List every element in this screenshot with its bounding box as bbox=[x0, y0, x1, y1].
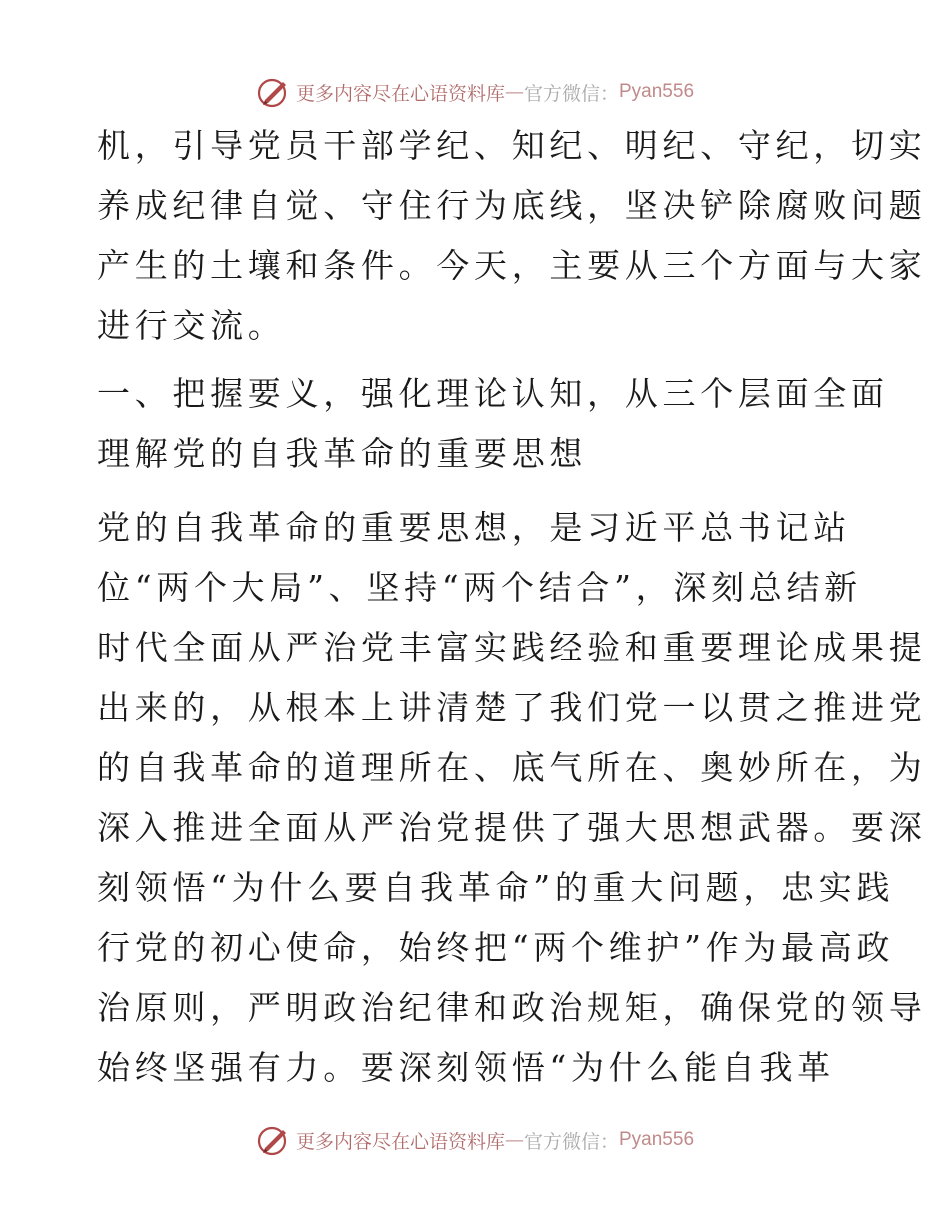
section-heading-line: 一、把握要义，强化理论认知，从三个层面全面 bbox=[97, 374, 889, 413]
body-line: 刻领悟“为什么要自我革命”的重大问题，忠实践 bbox=[97, 868, 895, 907]
watermark-wechat-label: 官方微信： bbox=[523, 1130, 619, 1153]
pen-logo-icon bbox=[256, 76, 292, 108]
watermark-wechat-label: 官方微信： bbox=[523, 82, 619, 105]
body-line: 深入推进全面从严治党提供了强大思想武器。要深 bbox=[97, 808, 927, 847]
footer-watermark bbox=[0, 1120, 950, 1160]
body-line: 党的自我革命的重要思想，是习近平总书记站 bbox=[97, 508, 851, 547]
body-line: 机，引导党员干部学纪、知纪、明纪、守纪，切实 bbox=[97, 126, 927, 165]
body-line: 行党的初心使命，始终把“两个维护”作为最高政 bbox=[97, 928, 895, 967]
watermark-separator: — bbox=[504, 81, 524, 103]
watermark-separator: — bbox=[504, 1129, 524, 1151]
body-line: 出来的，从根本上讲清楚了我们党一以贯之推进党 bbox=[97, 688, 927, 727]
body-line: 治原则，严明政治纪律和政治规矩，确保党的领导 bbox=[97, 988, 927, 1027]
body-line: 进行交流。 bbox=[97, 306, 286, 345]
body-line: 位“两个大局”、坚持“两个结合”，深刻总结新 bbox=[97, 568, 862, 607]
section-heading-line: 理解党的自我革命的重要思想 bbox=[97, 434, 588, 473]
watermark-site-text: 更多内容尽在心语资料库 bbox=[295, 82, 505, 105]
body-line: 始终坚强有力。要深刻领悟“为什么能自我革 bbox=[97, 1048, 835, 1087]
pen-logo-icon bbox=[256, 1124, 292, 1156]
body-line: 的自我革命的道理所在、底气所在、奥妙所在，为 bbox=[97, 748, 927, 787]
body-line: 产生的土壤和条件。今天，主要从三个方面与大家 bbox=[97, 246, 927, 285]
watermark-wechat-id: Pyan556 bbox=[619, 81, 695, 102]
body-line: 养成纪律自觉、守住行为底线，坚决铲除腐败问题 bbox=[97, 186, 927, 225]
watermark-wechat-id: Pyan556 bbox=[619, 1129, 695, 1150]
header-watermark bbox=[0, 72, 950, 112]
watermark-site-text: 更多内容尽在心语资料库 bbox=[295, 1130, 505, 1153]
body-line: 时代全面从严治党丰富实践经验和重要理论成果提 bbox=[97, 628, 927, 667]
